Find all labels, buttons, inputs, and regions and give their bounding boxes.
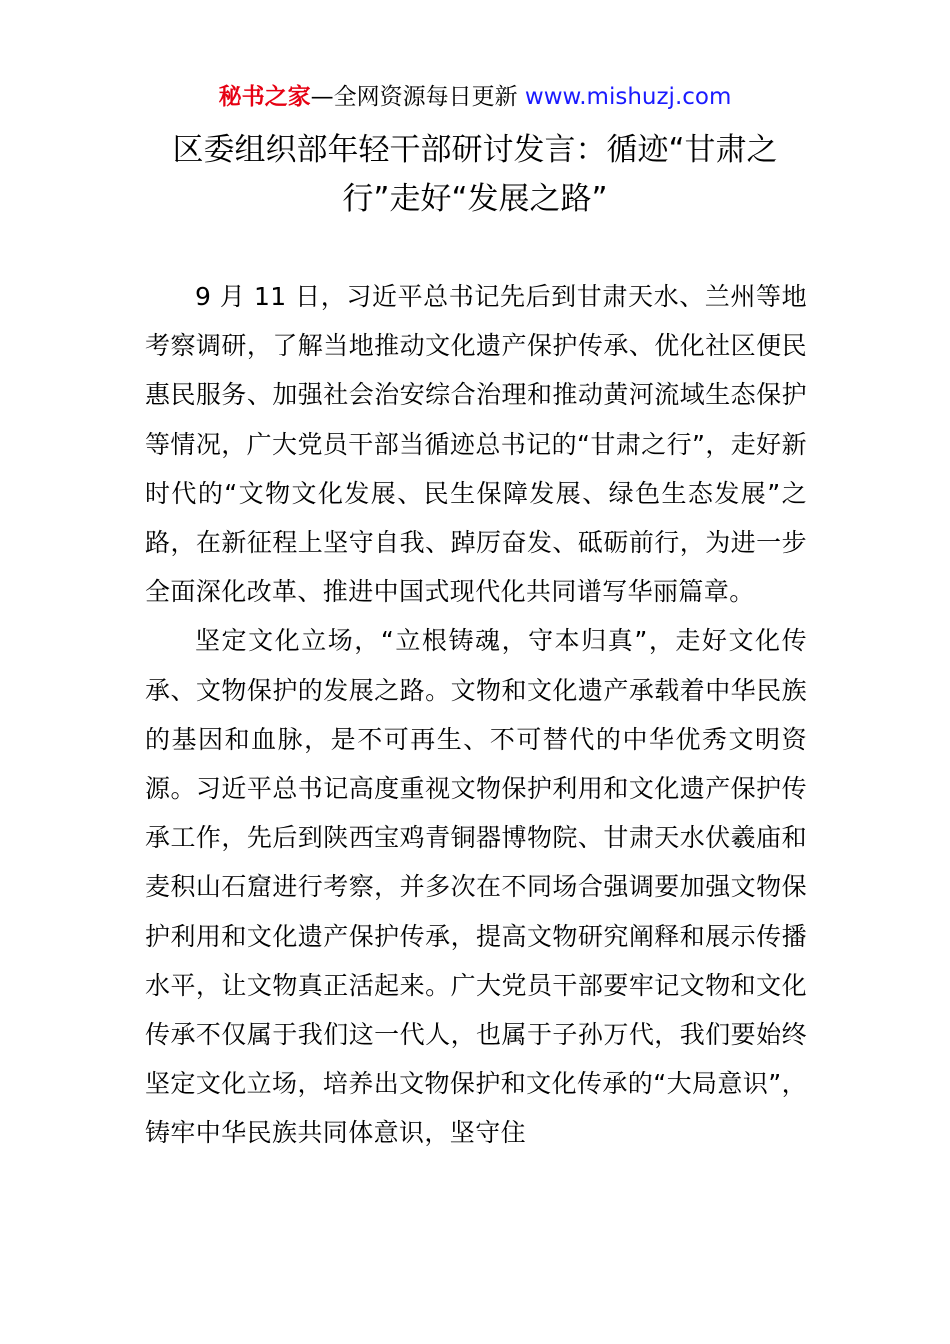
- document-body: [145, 272, 807, 1158]
- site-header: [0, 82, 950, 112]
- site-url-link[interactable]: www.mishuzj.com: [524, 84, 732, 110]
- brand-name: 秘书之家: [218, 84, 311, 110]
- paragraph-1: 9 月 11 日，习近平总书记先后到甘肃天水、兰州等地考察调研，了解当地推动文化遗产保护传承、优化社区便民惠民服务、加强社会治安综合治理和推动黄河流域生态保护等情况，广大党员干部当循迹总书记的“甘肃之行”，走好新时代的“文物文化发展、民生保障发展、绿色生态发展”之路，在新征程上坚守自我、踔厉奋发、砥砺前行，为进一步全面深化改革、推进中国式现代化共同谱写华丽篇章。: [145, 282, 807, 607]
- paragraph-2: 坚定文化立场，“立根铸魂，守本归真”，走好文化传承、文物保护的发展之路。文物和文化遗产承载着中华民族的基因和血脉，是不可再生、不可替代的中华优秀文明资源。习近平总书记高度重视文物保护利用和文化遗产保护传承工作，先后到陕西宝鸡青铜器博物院、甘肃天水伏羲庙和麦积山石窟进行考察，并多次在不同场合强调要加强文物保护利用和文化遗产保护传承，提高文物研究阐释和展示传播水平，让文物真正活起来。广大党员干部要牢记文物和文化传承不仅属于我们这一代人，也属于子孙万代，我们要始终坚定文化立场，培养出文物保护和文化传承的“大局意识”，铸牢中华民族共同体意识，坚守住: [145, 626, 807, 1148]
- document-title: 区委组织部年轻干部研讨发言：循迹“甘肃之行”走好“发展之路”: [172, 132, 778, 217]
- header-tagline: —全网资源每日更新: [310, 84, 525, 110]
